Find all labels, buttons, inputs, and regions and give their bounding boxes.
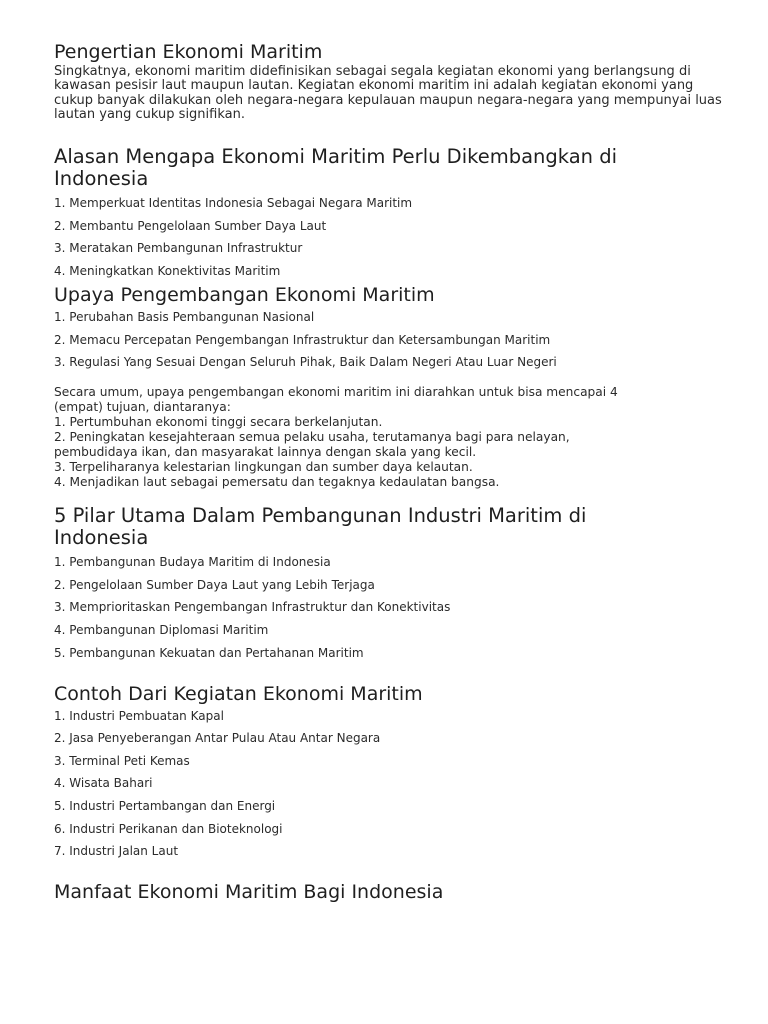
heading-upaya: Upaya Pengembangan Ekonomi Maritim <box>54 283 435 306</box>
paragraph-pengertian: Singkatnya, ekonomi maritim didefinisikan sebagai segala kegiatan ekonomi yang berlangsung di kawasan pesisir laut maupun lautan. Kegiatan ekonomi maritim ini adalah kegiatan ekonomi yang cukup banyak dilakukan oleh negara-negara kepulauan maupun negara-negara yang mempunyai luas lautan yang cukup signifikan. <box>54 64 722 122</box>
tujuan-line: 3. Terpeliharanya kelestarian lingkungan dan sumber daya kelautan. <box>54 460 473 475</box>
heading-manfaat: Manfaat Ekonomi Maritim Bagi Indonesia <box>54 881 444 904</box>
list-item: 1. Perubahan Basis Pembangunan Nasional <box>54 309 315 324</box>
list-item: 3. Memprioritaskan Pengembangan Infrastruktur dan Konektivitas <box>54 600 451 615</box>
tujuan-line: 2. Peningkatan kesejahteraan semua pelaku usaha, terutamanya bagi para nelayan, <box>54 430 570 445</box>
tujuan-line: pembudidaya ikan, dan masyarakat lainnya dengan skala yang kecil. <box>54 445 477 460</box>
list-item: 3. Regulasi Yang Sesuai Dengan Seluruh Pihak, Baik Dalam Negeri Atau Luar Negeri <box>54 355 557 370</box>
list-item: 6. Industri Perikanan dan Bioteknologi <box>54 821 283 836</box>
list-item: 3. Terminal Peti Kemas <box>54 753 190 768</box>
list-upaya <box>54 310 734 369</box>
heading-pengertian: Pengertian Ekonomi Maritim <box>54 41 323 63</box>
heading-pilar <box>54 505 734 549</box>
list-item: 4. Meningkatkan Konektivitas Maritim <box>54 263 281 278</box>
list-item: 5. Industri Pertambangan dan Energi <box>54 798 276 813</box>
list-item: 1. Memperkuat Identitas Indonesia Sebagai Negara Maritim <box>54 196 413 211</box>
list-item: 2. Memacu Percepatan Pengembangan Infrastruktur dan Ketersambungan Maritim <box>54 332 551 347</box>
list-item: 4. Wisata Bahari <box>54 776 153 791</box>
list-contoh <box>54 709 734 859</box>
heading-pilar-line1: 5 Pilar Utama Dalam Pembangunan Industri Maritim di <box>54 504 587 528</box>
list-item: 4. Pembangunan Diplomasi Maritim <box>54 622 269 637</box>
heading-pilar-line2: Indonesia <box>54 526 149 550</box>
tujuan-line: 1. Pertumbuhan ekonomi tinggi secara berkelanjutan. <box>54 415 383 430</box>
tujuan-line: (empat) tujuan, diantaranya: <box>54 400 231 415</box>
list-pilar <box>54 555 734 659</box>
list-item: 2. Pengelolaan Sumber Daya Laut yang Lebih Terjaga <box>54 577 375 592</box>
list-item: 1. Pembangunan Budaya Maritim di Indonesia <box>54 555 331 570</box>
paragraph-tujuan <box>54 385 734 490</box>
list-item: 5. Pembangunan Kekuatan dan Pertahanan Maritim <box>54 645 364 660</box>
list-alasan <box>54 196 734 278</box>
list-item: 1. Industri Pembuatan Kapal <box>54 708 224 723</box>
list-item: 7. Industri Jalan Laut <box>54 844 179 859</box>
heading-alasan <box>54 146 734 190</box>
tujuan-line: Secara umum, upaya pengembangan ekonomi maritim ini diarahkan untuk bisa mencapai 4 <box>54 385 618 400</box>
tujuan-line: 4. Menjadikan laut sebagai pemersatu dan tegaknya kedaulatan bangsa. <box>54 475 500 490</box>
heading-contoh: Contoh Dari Kegiatan Ekonomi Maritim <box>54 682 423 705</box>
document-page <box>54 40 734 903</box>
list-item: 3. Meratakan Pembangunan Infrastruktur <box>54 241 303 256</box>
list-item: 2. Jasa Penyeberangan Antar Pulau Atau Antar Negara <box>54 731 381 746</box>
heading-alasan-line2: Indonesia <box>54 167 149 191</box>
list-item: 2. Membantu Pengelolaan Sumber Daya Laut <box>54 218 327 233</box>
heading-alasan-line1: Alasan Mengapa Ekonomi Maritim Perlu Dikembangkan di <box>54 145 618 169</box>
